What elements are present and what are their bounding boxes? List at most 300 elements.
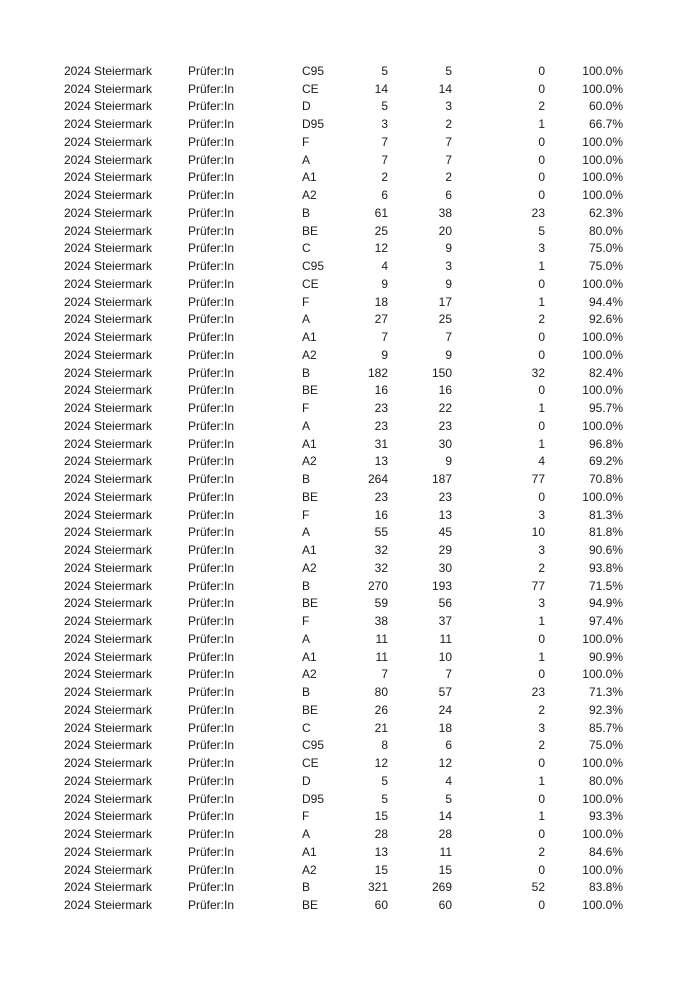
examiner-role-cell: Prüfer:In (188, 170, 235, 185)
pass-rate-cell: 70.8% (588, 472, 623, 487)
pass-rate-cell: 100.0% (582, 134, 623, 149)
table-row (64, 240, 623, 258)
total-count-cell: 18 (374, 294, 388, 309)
examiner-role-cell: Prüfer:In (188, 543, 235, 558)
failed-count-cell: 0 (538, 347, 545, 362)
examiner-role-cell: Prüfer:In (188, 596, 235, 611)
passed-count-cell: 23 (438, 489, 452, 504)
failed-count-cell: 2 (538, 99, 545, 114)
total-count-cell: 15 (374, 862, 388, 877)
failed-count-cell: 0 (538, 188, 545, 203)
year-region-cell: 2024 Steiermark (64, 898, 153, 913)
pass-rate-cell: 93.8% (588, 560, 623, 575)
failed-count-cell: 52 (531, 880, 545, 895)
license-class-cell: F (302, 614, 310, 629)
passed-count-cell: 30 (438, 560, 452, 575)
license-class-cell: B (302, 685, 311, 700)
year-region-cell: 2024 Steiermark (64, 330, 153, 345)
examiner-role-cell: Prüfer:In (188, 259, 235, 274)
table-row (64, 328, 623, 346)
year-region-cell: 2024 Steiermark (64, 720, 153, 735)
license-class-cell: CE (302, 81, 319, 96)
examiner-role-cell: Prüfer:In (188, 241, 235, 256)
year-region-cell: 2024 Steiermark (64, 631, 153, 646)
year-region-cell: 2024 Steiermark (64, 773, 153, 788)
examiner-role-cell: Prüfer:In (188, 756, 235, 771)
table-row (64, 808, 623, 826)
pass-rate-cell: 75.0% (588, 259, 623, 274)
results-table (64, 62, 623, 914)
total-count-cell: 7 (381, 667, 388, 682)
license-class-cell: BE (302, 898, 319, 913)
passed-count-cell: 7 (445, 134, 452, 149)
pass-rate-cell: 62.3% (588, 205, 623, 220)
total-count-cell: 4 (381, 259, 388, 274)
table-row (64, 62, 623, 80)
pass-rate-cell: 100.0% (582, 791, 623, 806)
failed-count-cell: 1 (538, 436, 545, 451)
table-row (64, 861, 623, 879)
pass-rate-cell: 100.0% (582, 383, 623, 398)
pass-rate-cell: 100.0% (582, 152, 623, 167)
license-class-cell: B (302, 365, 311, 380)
license-class-cell: D95 (302, 117, 325, 132)
table-row (64, 896, 623, 914)
license-class-cell: A (302, 418, 311, 433)
year-region-cell: 2024 Steiermark (64, 134, 153, 149)
license-class-cell: A2 (302, 347, 317, 362)
examiner-role-cell: Prüfer:In (188, 560, 235, 575)
failed-count-cell: 0 (538, 170, 545, 185)
examiner-role-cell: Prüfer:In (188, 276, 235, 291)
failed-count-cell: 1 (538, 614, 545, 629)
license-class-cell: C95 (302, 63, 325, 78)
license-class-cell: F (302, 809, 310, 824)
passed-count-cell: 7 (445, 667, 452, 682)
license-class-cell: A1 (302, 543, 317, 558)
failed-count-cell: 77 (531, 472, 545, 487)
license-class-cell: A1 (302, 844, 317, 859)
license-class-cell: A1 (302, 170, 317, 185)
table-row (64, 559, 623, 577)
year-region-cell: 2024 Steiermark (64, 667, 153, 682)
license-class-cell: F (302, 507, 310, 522)
pass-rate-cell: 97.4% (588, 614, 623, 629)
examiner-role-cell: Prüfer:In (188, 791, 235, 806)
failed-count-cell: 0 (538, 418, 545, 433)
failed-count-cell: 2 (538, 312, 545, 327)
passed-count-cell: 3 (445, 99, 452, 114)
table-row (64, 825, 623, 843)
passed-count-cell: 17 (438, 294, 452, 309)
pass-rate-cell: 90.6% (588, 543, 623, 558)
examiner-role-cell: Prüfer:In (188, 507, 235, 522)
year-region-cell: 2024 Steiermark (64, 418, 153, 433)
year-region-cell: 2024 Steiermark (64, 223, 153, 238)
examiner-role-cell: Prüfer:In (188, 330, 235, 345)
examiner-role-cell: Prüfer:In (188, 365, 235, 380)
examiner-role-cell: Prüfer:In (188, 827, 235, 842)
license-class-cell: BE (302, 489, 319, 504)
examiner-role-cell: Prüfer:In (188, 773, 235, 788)
year-region-cell: 2024 Steiermark (64, 489, 153, 504)
total-count-cell: 23 (374, 401, 388, 416)
year-region-cell: 2024 Steiermark (64, 294, 153, 309)
examiner-role-cell: Prüfer:In (188, 205, 235, 220)
examiner-role-cell: Prüfer:In (188, 63, 235, 78)
passed-count-cell: 9 (445, 241, 452, 256)
passed-count-cell: 57 (438, 685, 452, 700)
total-count-cell: 11 (375, 649, 388, 664)
failed-count-cell: 23 (531, 685, 545, 700)
pass-rate-cell: 100.0% (582, 756, 623, 771)
total-count-cell: 6 (381, 188, 388, 203)
passed-count-cell: 7 (445, 152, 452, 167)
failed-count-cell: 0 (538, 383, 545, 398)
pass-rate-cell: 75.0% (588, 738, 623, 753)
examiner-role-cell: Prüfer:In (188, 685, 235, 700)
examiner-role-cell: Prüfer:In (188, 809, 235, 824)
table-row (64, 169, 623, 187)
failed-count-cell: 2 (538, 702, 545, 717)
pass-rate-cell: 96.8% (588, 436, 623, 451)
passed-count-cell: 29 (438, 543, 452, 558)
table-row (64, 257, 623, 275)
year-region-cell: 2024 Steiermark (64, 525, 153, 540)
table-row (64, 346, 623, 364)
table-row (64, 612, 623, 630)
table-row (64, 382, 623, 400)
pass-rate-cell: 100.0% (582, 631, 623, 646)
total-count-cell: 3 (381, 117, 388, 132)
year-region-cell: 2024 Steiermark (64, 827, 153, 842)
failed-count-cell: 1 (538, 401, 545, 416)
failed-count-cell: 0 (538, 81, 545, 96)
total-count-cell: 5 (381, 773, 388, 788)
failed-count-cell: 2 (538, 844, 545, 859)
examiner-role-cell: Prüfer:In (188, 862, 235, 877)
failed-count-cell: 3 (538, 543, 545, 558)
failed-count-cell: 10 (531, 525, 545, 540)
table-row (64, 701, 623, 719)
examiner-role-cell: Prüfer:In (188, 383, 235, 398)
failed-count-cell: 1 (538, 773, 545, 788)
pass-rate-cell: 100.0% (582, 276, 623, 291)
year-region-cell: 2024 Steiermark (64, 844, 153, 859)
license-class-cell: B (302, 578, 311, 593)
year-region-cell: 2024 Steiermark (64, 756, 153, 771)
failed-count-cell: 23 (531, 205, 545, 220)
license-class-cell: BE (302, 383, 319, 398)
total-count-cell: 59 (374, 596, 388, 611)
pass-rate-cell: 100.0% (582, 347, 623, 362)
pass-rate-cell: 100.0% (582, 898, 623, 913)
examiner-role-cell: Prüfer:In (188, 525, 235, 540)
table-row (64, 737, 623, 755)
total-count-cell: 60 (374, 898, 388, 913)
examiner-role-cell: Prüfer:In (188, 844, 235, 859)
pass-rate-cell: 69.2% (588, 454, 623, 469)
pass-rate-cell: 80.0% (588, 773, 623, 788)
year-region-cell: 2024 Steiermark (64, 383, 153, 398)
year-region-cell: 2024 Steiermark (64, 862, 153, 877)
examiner-role-cell: Prüfer:In (188, 667, 235, 682)
year-region-cell: 2024 Steiermark (64, 276, 153, 291)
examiner-role-cell: Prüfer:In (188, 401, 235, 416)
examiner-role-cell: Prüfer:In (188, 99, 235, 114)
table-row (64, 470, 623, 488)
failed-count-cell: 0 (538, 134, 545, 149)
examiner-role-cell: Prüfer:In (188, 631, 235, 646)
passed-count-cell: 23 (438, 418, 452, 433)
passed-count-cell: 56 (438, 596, 452, 611)
table-row (64, 754, 623, 772)
passed-count-cell: 3 (445, 259, 452, 274)
license-class-cell: C (302, 241, 311, 256)
passed-count-cell: 5 (445, 63, 452, 78)
passed-count-cell: 12 (438, 756, 452, 771)
pass-rate-cell: 71.5% (588, 578, 623, 593)
pass-rate-cell: 83.8% (588, 880, 623, 895)
passed-count-cell: 15 (438, 862, 452, 877)
total-count-cell: 21 (374, 720, 388, 735)
license-class-cell: A (302, 631, 311, 646)
pass-rate-cell: 100.0% (582, 827, 623, 842)
failed-count-cell: 1 (538, 117, 545, 132)
pass-rate-cell: 100.0% (582, 489, 623, 504)
license-class-cell: C (302, 720, 311, 735)
pass-rate-cell: 85.7% (588, 720, 623, 735)
year-region-cell: 2024 Steiermark (64, 507, 153, 522)
pass-rate-cell: 92.3% (588, 702, 623, 717)
total-count-cell: 16 (374, 383, 388, 398)
passed-count-cell: 9 (445, 454, 452, 469)
license-class-cell: D (302, 773, 311, 788)
table-row (64, 98, 623, 116)
pass-rate-cell: 60.0% (588, 99, 623, 114)
passed-count-cell: 45 (438, 525, 452, 540)
passed-count-cell: 25 (438, 312, 452, 327)
license-class-cell: A1 (302, 436, 317, 451)
pass-rate-cell: 84.6% (588, 844, 623, 859)
pass-rate-cell: 100.0% (582, 330, 623, 345)
failed-count-cell: 2 (538, 560, 545, 575)
examiner-role-cell: Prüfer:In (188, 436, 235, 451)
year-region-cell: 2024 Steiermark (64, 188, 153, 203)
total-count-cell: 16 (374, 507, 388, 522)
total-count-cell: 25 (374, 223, 388, 238)
total-count-cell: 8 (381, 738, 388, 753)
total-count-cell: 28 (374, 827, 388, 842)
failed-count-cell: 0 (538, 791, 545, 806)
year-region-cell: 2024 Steiermark (64, 170, 153, 185)
passed-count-cell: 14 (438, 81, 452, 96)
passed-count-cell: 20 (438, 223, 452, 238)
license-class-cell: A (302, 827, 311, 842)
passed-count-cell: 11 (439, 631, 452, 646)
failed-count-cell: 0 (538, 152, 545, 167)
examiner-role-cell: Prüfer:In (188, 472, 235, 487)
table-row (64, 648, 623, 666)
year-region-cell: 2024 Steiermark (64, 791, 153, 806)
passed-count-cell: 38 (438, 205, 452, 220)
total-count-cell: 23 (374, 489, 388, 504)
passed-count-cell: 7 (445, 330, 452, 345)
passed-count-cell: 2 (445, 117, 452, 132)
year-region-cell: 2024 Steiermark (64, 685, 153, 700)
passed-count-cell: 10 (438, 649, 452, 664)
pass-rate-cell: 100.0% (582, 862, 623, 877)
total-count-cell: 32 (374, 560, 388, 575)
examiner-role-cell: Prüfer:In (188, 738, 235, 753)
passed-count-cell: 11 (439, 844, 452, 859)
pass-rate-cell: 90.9% (588, 649, 623, 664)
passed-count-cell: 9 (445, 276, 452, 291)
pass-rate-cell: 75.0% (588, 241, 623, 256)
year-region-cell: 2024 Steiermark (64, 649, 153, 664)
table-row (64, 435, 623, 453)
pass-rate-cell: 80.0% (588, 223, 623, 238)
examiner-role-cell: Prüfer:In (188, 454, 235, 469)
pass-rate-cell: 82.4% (588, 365, 623, 380)
license-class-cell: CE (302, 276, 319, 291)
total-count-cell: 38 (374, 614, 388, 629)
passed-count-cell: 37 (438, 614, 452, 629)
year-region-cell: 2024 Steiermark (64, 436, 153, 451)
total-count-cell: 5 (381, 791, 388, 806)
pass-rate-cell: 81.3% (588, 507, 623, 522)
failed-count-cell: 0 (538, 898, 545, 913)
total-count-cell: 7 (381, 134, 388, 149)
passed-count-cell: 30 (438, 436, 452, 451)
examiner-role-cell: Prüfer:In (188, 578, 235, 593)
total-count-cell: 13 (374, 844, 388, 859)
failed-count-cell: 0 (538, 330, 545, 345)
license-class-cell: A2 (302, 862, 317, 877)
table-row (64, 115, 623, 133)
failed-count-cell: 0 (538, 631, 545, 646)
year-region-cell: 2024 Steiermark (64, 99, 153, 114)
license-class-cell: A (302, 152, 311, 167)
table-row (64, 417, 623, 435)
license-class-cell: B (302, 205, 311, 220)
year-region-cell: 2024 Steiermark (64, 259, 153, 274)
total-count-cell: 32 (374, 543, 388, 558)
pass-rate-cell: 100.0% (582, 63, 623, 78)
table-row (64, 80, 623, 98)
table-row (64, 506, 623, 524)
pass-rate-cell: 81.8% (588, 525, 623, 540)
total-count-cell: 23 (374, 418, 388, 433)
failed-count-cell: 5 (538, 223, 545, 238)
table-row (64, 488, 623, 506)
table-row (64, 843, 623, 861)
total-count-cell: 264 (367, 472, 388, 487)
year-region-cell: 2024 Steiermark (64, 880, 153, 895)
pass-rate-cell: 71.3% (588, 685, 623, 700)
examiner-role-cell: Prüfer:In (188, 614, 235, 629)
total-count-cell: 7 (381, 330, 388, 345)
year-region-cell: 2024 Steiermark (64, 454, 153, 469)
license-class-cell: A1 (302, 330, 317, 345)
failed-count-cell: 3 (538, 241, 545, 256)
failed-count-cell: 32 (531, 365, 545, 380)
license-class-cell: B (302, 472, 311, 487)
year-region-cell: 2024 Steiermark (64, 738, 153, 753)
license-class-cell: C95 (302, 259, 325, 274)
total-count-cell: 26 (374, 702, 388, 717)
failed-count-cell: 1 (538, 259, 545, 274)
examiner-role-cell: Prüfer:In (188, 489, 235, 504)
total-count-cell: 5 (381, 63, 388, 78)
examiner-role-cell: Prüfer:In (188, 312, 235, 327)
year-region-cell: 2024 Steiermark (64, 81, 153, 96)
total-count-cell: 80 (374, 685, 388, 700)
total-count-cell: 27 (374, 312, 388, 327)
examiner-role-cell: Prüfer:In (188, 702, 235, 717)
license-class-cell: D (302, 99, 311, 114)
examiner-role-cell: Prüfer:In (188, 81, 235, 96)
license-class-cell: A2 (302, 454, 317, 469)
table-row (64, 399, 623, 417)
failed-count-cell: 3 (538, 720, 545, 735)
license-class-cell: A2 (302, 560, 317, 575)
passed-count-cell: 193 (431, 578, 452, 593)
table-row (64, 364, 623, 382)
table-row (64, 630, 623, 648)
passed-count-cell: 2 (445, 170, 452, 185)
pass-rate-cell: 100.0% (582, 188, 623, 203)
table-row (64, 293, 623, 311)
total-count-cell: 182 (367, 365, 388, 380)
passed-count-cell: 16 (438, 383, 452, 398)
pass-rate-cell: 94.9% (588, 596, 623, 611)
table-row (64, 577, 623, 595)
year-region-cell: 2024 Steiermark (64, 152, 153, 167)
total-count-cell: 55 (374, 525, 388, 540)
year-region-cell: 2024 Steiermark (64, 809, 153, 824)
failed-count-cell: 0 (538, 667, 545, 682)
year-region-cell: 2024 Steiermark (64, 560, 153, 575)
year-region-cell: 2024 Steiermark (64, 205, 153, 220)
failed-count-cell: 77 (531, 578, 545, 593)
license-class-cell: B (302, 880, 311, 895)
failed-count-cell: 1 (538, 649, 545, 664)
examiner-role-cell: Prüfer:In (188, 898, 235, 913)
passed-count-cell: 6 (445, 188, 452, 203)
table-row (64, 524, 623, 542)
license-class-cell: A2 (302, 667, 317, 682)
total-count-cell: 14 (374, 81, 388, 96)
pass-rate-cell: 100.0% (582, 667, 623, 682)
license-class-cell: A (302, 312, 311, 327)
examiner-role-cell: Prüfer:In (188, 223, 235, 238)
total-count-cell: 9 (381, 347, 388, 362)
passed-count-cell: 60 (438, 898, 452, 913)
examiner-role-cell: Prüfer:In (188, 720, 235, 735)
year-region-cell: 2024 Steiermark (64, 401, 153, 416)
passed-count-cell: 5 (445, 791, 452, 806)
failed-count-cell: 0 (538, 827, 545, 842)
failed-count-cell: 1 (538, 809, 545, 824)
passed-count-cell: 24 (438, 702, 452, 717)
examiner-role-cell: Prüfer:In (188, 188, 235, 203)
pass-rate-cell: 100.0% (582, 170, 623, 185)
passed-count-cell: 9 (445, 347, 452, 362)
total-count-cell: 13 (374, 454, 388, 469)
passed-count-cell: 187 (431, 472, 452, 487)
license-class-cell: C95 (302, 738, 325, 753)
